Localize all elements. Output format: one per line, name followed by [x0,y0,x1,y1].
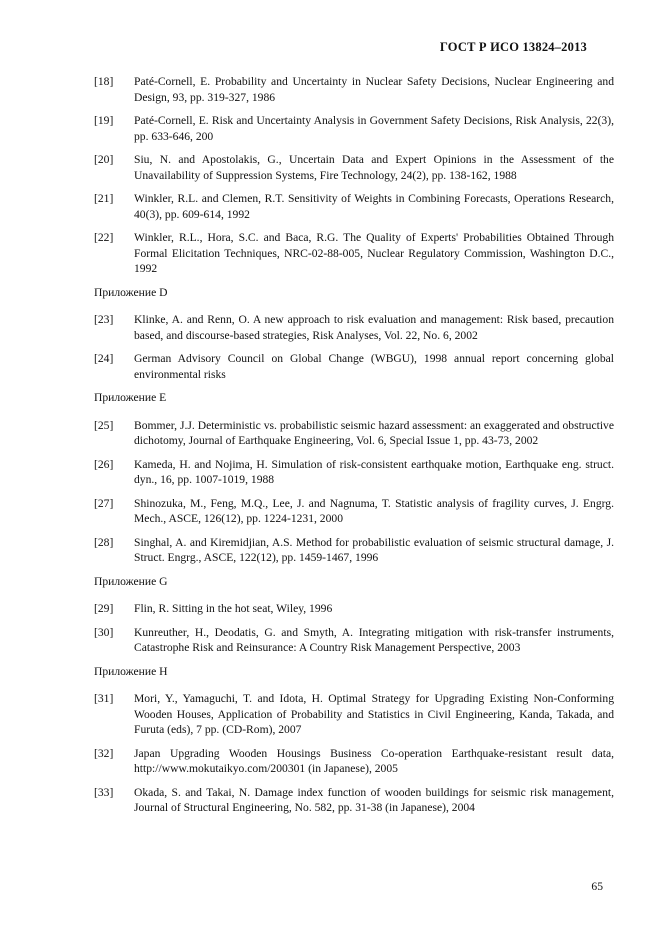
reference-text: Shinozuka, M., Feng, M.Q., Lee, J. and Nagnuma, T. Statistic analysis of fragility curves, J. Engrg. Mech., ASCE, 126(12), pp. 1224-1231, 2000 [134,496,614,525]
appendix-heading: Приложение E [94,391,167,404]
reference-text: Okada, S. and Takai, N. Damage index function of wooden buildings for seismic risk management, Journal of Structural Engineering, No. 582, pp. 31-38 (in Japanese), 2004 [134,785,614,814]
reference-number: [27] [94,496,114,510]
reference-number: [28] [94,535,114,549]
reference-text: German Advisory Council on Global Change (WBGU), 1998 annual report concerning global environmental risks [134,352,614,381]
reference-item [94,312,614,343]
appendix-heading: Приложение D [94,285,168,299]
reference-number: [26] [94,457,114,471]
reference-text: Siu, N. and Apostolakis, G., Uncertain Data and Expert Opinions in the Assessment of the Unavailability of Suppression Systems, Fire Technology, 24(2), pp. 138-162, 1988 [134,153,614,182]
reference-text: Mori, Y., Yamaguchi, T. and Idota, H. Optimal Strategy for Upgrading Existing Non-Conforming Wooden Houses, Application of Probability and Statistics in Civil Engineering, Kanda, Takada, and Furuta (eds), 7 pp. (CD-Rom), 2007 [134,692,614,736]
appendix-heading: Приложение G [94,574,168,588]
reference-list [94,74,614,824]
reference-number: [33] [94,785,114,799]
reference-item [94,601,614,617]
reference-text: Winkler, R.L., Hora, S.C. and Baca, R.G. The Quality of Experts' Probabilities Obtained Through Formal Elicitation Techniques, NRC-02-88-005, Nuclear Regulatory Commission, Washington D.C., 1992 [134,231,614,275]
reference-item [94,351,614,382]
page-number: 65 [591,880,603,893]
reference-number: [18] [94,75,114,88]
reference-text: Winkler, R.L. and Clemen, R.T. Sensitivity of Weights in Combining Forecasts, Operations Research, 40(3), pp. 609-614, 1992 [134,192,614,221]
appendix-heading: Приложение H [94,664,168,678]
reference-text: Japan Upgrading Wooden Housings Business Co-operation Earthquake-resistant result data, http://www.mokutaikyo.com/200301 (in Japanese), 2005 [134,746,614,775]
reference-number: [21] [94,192,114,205]
reference-number: [22] [94,231,114,244]
reference-text: Klinke, A. and Renn, O. A new approach to risk evaluation and management: Risk based, precaution based, and discourse-based strategies, Risk Analyses, Vol. 22, No. 6, 2002 [134,313,614,342]
reference-item [94,535,614,566]
reference-number: [25] [94,418,114,432]
reference-item [94,74,614,105]
reference-text: Bommer, J.J. Deterministic vs. probabilistic seismic hazard assessment: an exaggerated and obstructive dichotomy, Journal of Earthquake Engineering, Vol. 6, Special Issue 1, pp. 43-73, 2002 [134,418,614,447]
reference-number: [20] [94,153,114,166]
reference-item [94,152,614,183]
reference-number: [23] [94,313,114,326]
reference-number: [19] [94,114,114,127]
reference-text: Singhal, A. and Kiremidjian, A.S. Method for probabilistic evaluation of seismic structural damage, J. Struct. Engrg., ASCE, 122(12), pp. 1459-1467, 1996 [134,535,614,564]
reference-item [94,191,614,222]
reference-number: [24] [94,352,114,365]
reference-number: [32] [94,746,114,760]
reference-item [94,625,614,656]
reference-text: Paté-Cornell, E. Risk and Uncertainty Analysis in Government Safety Decisions, Risk Analysis, 22(3), pp. 633-646, 200 [134,114,614,143]
reference-item [94,418,614,449]
reference-item [94,113,614,144]
reference-text: Kunreuther, H., Deodatis, G. and Smyth, A. Integrating mitigation with risk-transfer instruments, Catastrophe Risk and Reinsurance: A Country Risk Management Perspective, 2003 [134,625,614,654]
reference-text: Kameda, H. and Nojima, H. Simulation of risk-consistent earthquake motion, Earthquake eng. struct. dyn., 16, pp. 1007-1019, 1988 [134,457,614,486]
reference-item [94,691,614,738]
reference-item [94,457,614,488]
reference-item [94,746,614,777]
reference-item [94,785,614,816]
reference-item [94,496,614,527]
reference-number: [30] [94,625,114,639]
reference-number: [31] [94,692,114,705]
reference-item [94,230,614,277]
reference-number: [29] [94,602,114,615]
standard-header: ГОСТ Р ИСО 13824–2013 [439,40,587,54]
reference-text: Paté-Cornell, E. Probability and Uncertainty in Nuclear Safety Decisions, Nuclear Engineering and Design, 93, pp. 319-327, 1986 [134,75,614,104]
reference-text: Flin, R. Sitting in the hot seat, Wiley, 1996 [134,602,333,615]
